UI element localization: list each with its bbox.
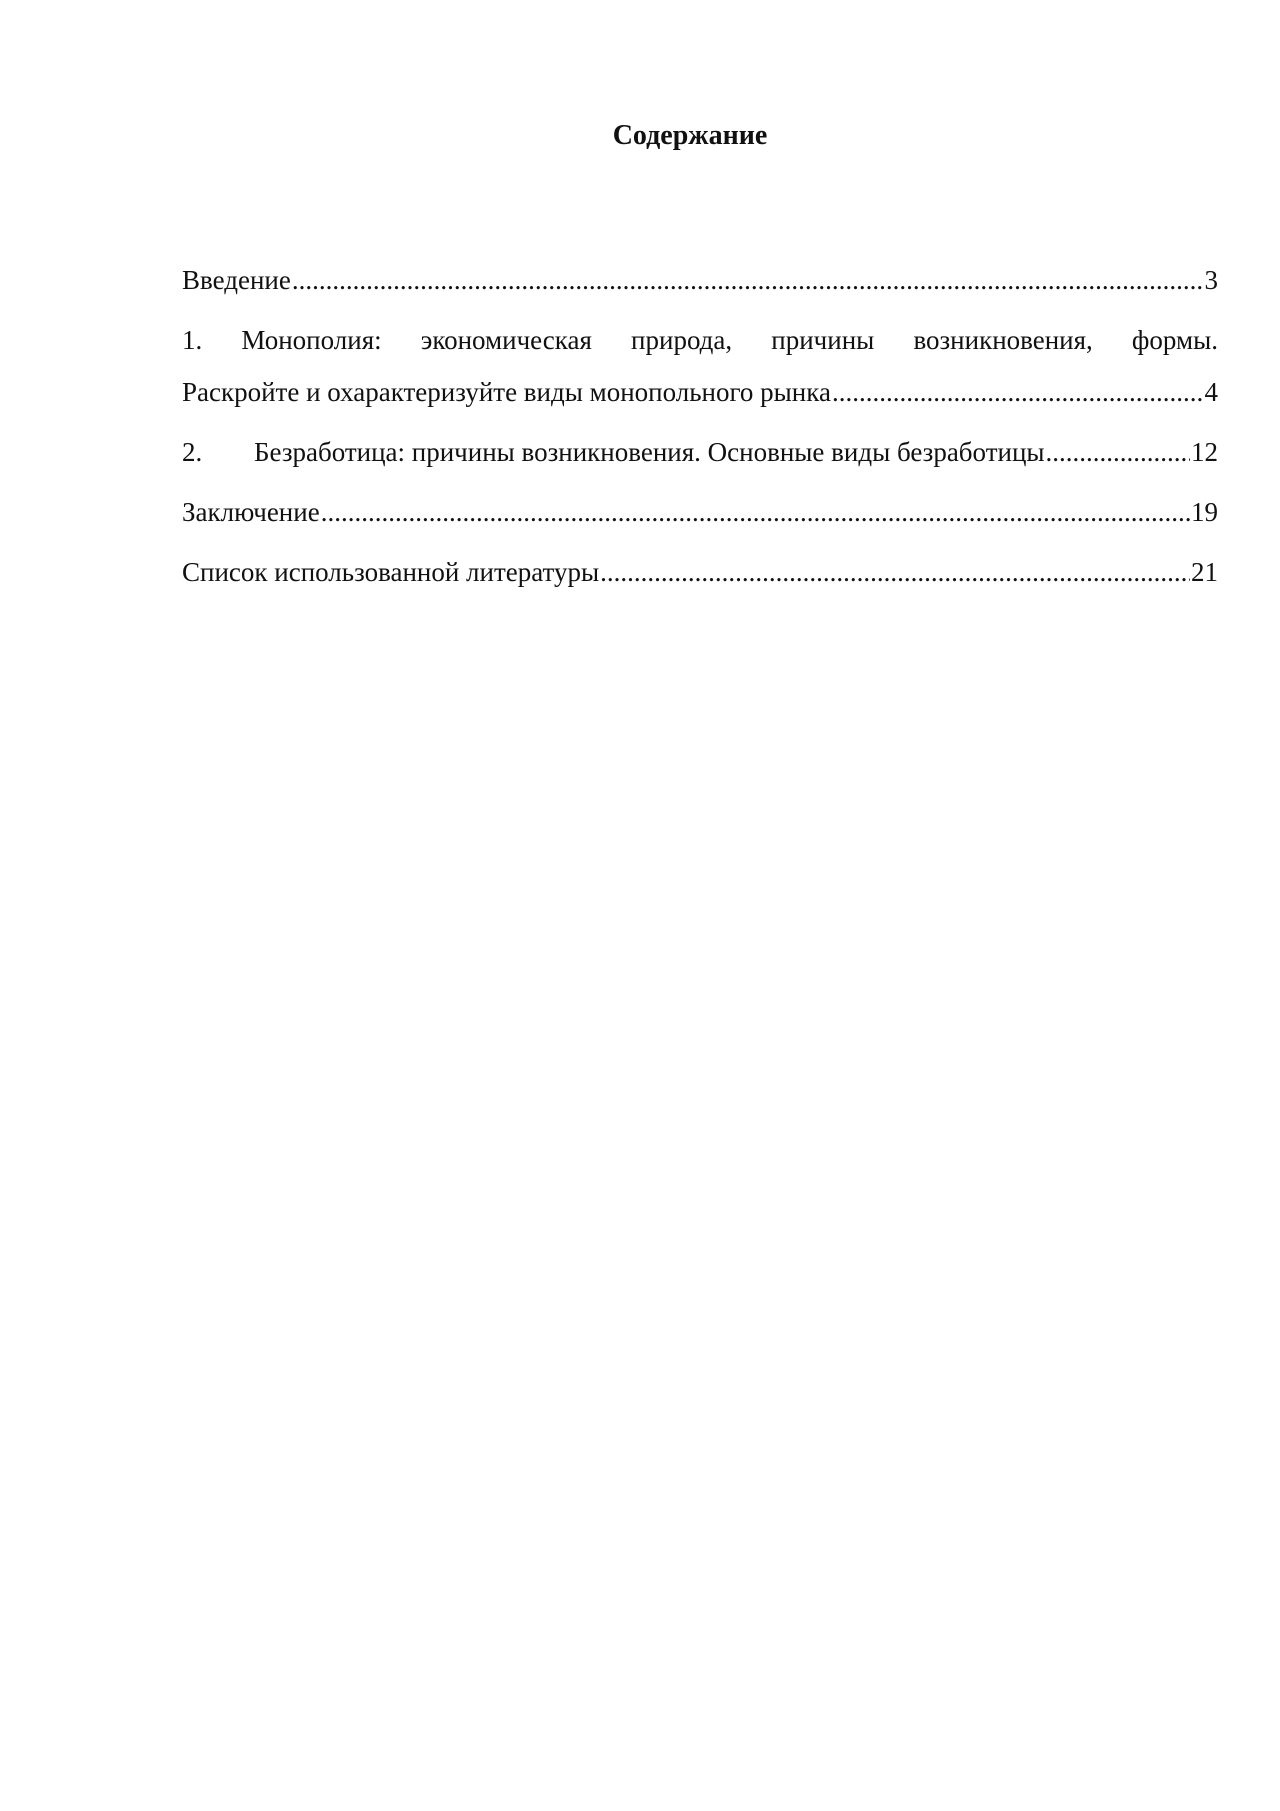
toc-entry-conclusion[interactable] bbox=[182, 490, 1218, 550]
dot-leader bbox=[1046, 430, 1190, 474]
dot-leader bbox=[321, 490, 1190, 534]
toc-entry-label: Заключение bbox=[182, 497, 320, 527]
toc-page-number: 19 bbox=[1191, 497, 1218, 527]
toc-page-number: 3 bbox=[1204, 265, 1218, 295]
toc-page-number: 4 bbox=[1204, 377, 1218, 407]
toc-entry-introduction[interactable] bbox=[182, 258, 1218, 318]
toc-entry-label: Введение bbox=[182, 265, 291, 295]
toc-entry-label: Список использованной литературы bbox=[182, 557, 600, 587]
dot-leader bbox=[832, 370, 1204, 414]
toc-entry-unemployment[interactable] bbox=[182, 430, 1218, 490]
toc-entry-label: Раскройте и охарактеризуйте виды монопольного рынка bbox=[182, 377, 831, 407]
dot-leader bbox=[292, 258, 1204, 302]
page-title: Содержание bbox=[612, 120, 768, 151]
toc-entry-monopoly[interactable] bbox=[182, 318, 1218, 430]
toc-entry-label: Безработица: причины возникновения. Основные виды безработицы bbox=[254, 437, 1045, 467]
toc-entry-number: 2. bbox=[182, 437, 203, 467]
toc-page-number: 12 bbox=[1191, 437, 1218, 467]
table-of-contents bbox=[182, 258, 1218, 610]
toc-entry-line2 bbox=[182, 370, 1218, 430]
toc-entry-references[interactable] bbox=[182, 550, 1218, 610]
toc-entry-label-line1: 1. Монополия: экономическая природа, причины возникновения, формы. bbox=[182, 325, 1218, 355]
toc-entry-label-wrap bbox=[182, 430, 1045, 474]
toc-page-number: 21 bbox=[1191, 557, 1218, 587]
dot-leader bbox=[600, 550, 1190, 594]
